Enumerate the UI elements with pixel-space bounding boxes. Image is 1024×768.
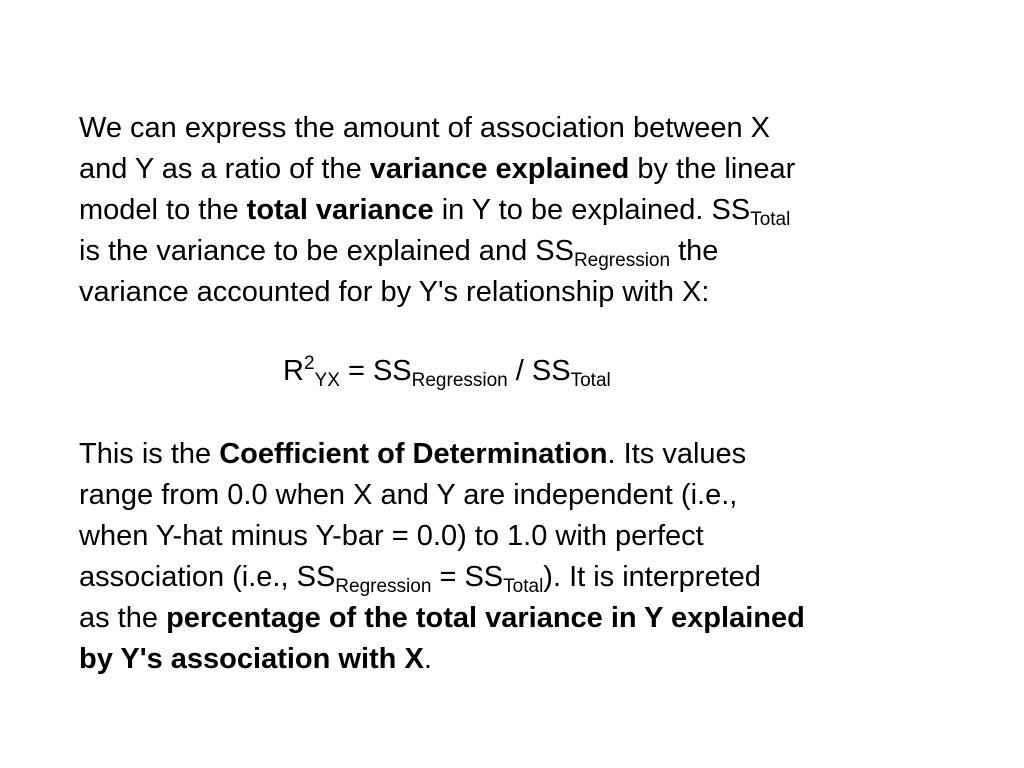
coefficient-of-determination-term: Coefficient of Determination <box>219 438 608 470</box>
formula-r: R <box>283 355 304 387</box>
coef-text-3: = SS <box>431 561 504 593</box>
coef-text-5: . <box>423 643 432 675</box>
coef-subscript-total: Total <box>503 576 544 597</box>
intro-text-4: is the variance to be explained and SS <box>79 235 574 267</box>
formula-subscript-yx: YX <box>314 370 340 391</box>
formula-equals: = SS <box>339 355 412 387</box>
intro-text-3: in Y to be explained. SS <box>433 194 751 226</box>
intro-paragraph <box>79 108 959 313</box>
formula-divide: / SS <box>507 355 571 387</box>
coef-text-2: . Its values range from 0.0 when X and Y are independent (i.e., when Y-hat minus Y-bar = 0.0) to 1.0 with perfect association (i.e., SS <box>79 438 747 593</box>
coef-text-1: This is the <box>79 438 220 470</box>
coef-subscript-regression: Regression <box>335 576 432 597</box>
intro-text-1: We can express the amount of association between X and Y as a ratio of the <box>79 112 771 185</box>
coefficient-paragraph <box>79 434 959 680</box>
subscript-regression: Regression <box>573 250 671 271</box>
subscript-total: Total <box>750 209 791 230</box>
total-variance-term: total variance <box>246 194 434 226</box>
formula-subscript-regression: Regression <box>411 370 508 391</box>
formula-subscript-total: Total <box>570 370 611 391</box>
intro-text-5: the variance accounted for by Y's relationship with X: <box>79 235 719 308</box>
r-squared-formula <box>283 351 611 392</box>
percentage-explained-term: percentage of the total variance in Y explained by Y's association with X <box>79 602 805 675</box>
formula-exponent: 2 <box>303 353 315 374</box>
variance-explained-term: variance explained <box>369 153 630 185</box>
coef-text-4: ). It is interpreted as the <box>79 561 761 634</box>
intro-text-2: by the linear model to the <box>79 153 796 226</box>
